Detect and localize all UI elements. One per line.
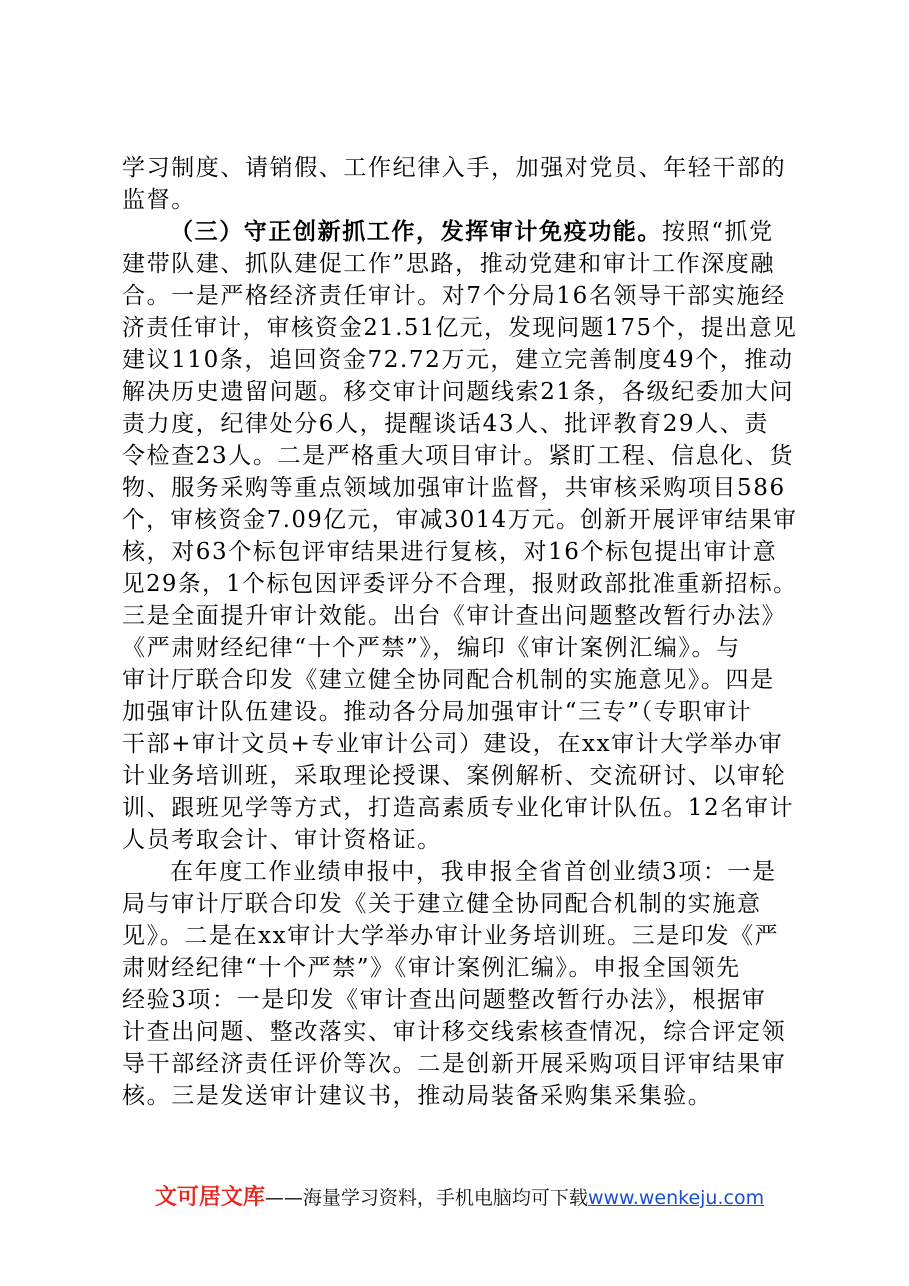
body-text-line: 见29条，1个标包因评委评分不合理，报财政部批准重新招标。 [122, 571, 798, 597]
body-text-line: 计业务培训班，采取理论授课、案例解析、交流研讨、以审轮 [122, 763, 787, 789]
body-text-line: 局与审计厅联合印发《关于建立健全协同配合机制的实施意 [122, 891, 762, 917]
body-text-line: 物、服务采购等重点领域加强审计监督，共审核采购项目586 [122, 475, 786, 501]
body-text-line: 加强审计队伍建设。推动各分局加强审计“三专”（专职审计 [122, 699, 753, 725]
body-text-line: 人员考取会计、审计资格证。 [122, 827, 442, 853]
body-text-line: 建议110条，追回资金72.72万元，建立完善制度49个，推动 [122, 347, 794, 373]
body-text-line: 见》。二是在xx审计大学举办审计业务培训班。三是印发《严 [122, 923, 780, 949]
body-text-line: 审计厅联合印发《建立健全协同配合机制的实施意见》。四是 [122, 667, 775, 693]
section-heading-line [170, 216, 797, 248]
body-text-line: 干部+审计文员+专业审计公司）建设，在xx审计大学举办审 [122, 731, 784, 757]
body-text-line: 经验3项：一是印发《审计查出问题整改暂行办法》，根据审 [122, 987, 767, 1013]
body-text-span: 按照“抓党 [662, 219, 774, 245]
body-text-line: 三是全面提升审计效能。出台《审计查出问题整改暂行办法》 [122, 603, 787, 629]
body-text-line: 责力度，纪律处分6人，提醒谈话43人、批评教育29人、责 [122, 411, 769, 437]
body-text-line: 济责任审计，审核资金21.51亿元，发现问题175个，提出意见 [122, 315, 798, 341]
footer-slogan: ——海量学习资料，手机电脑均可下载 [264, 1187, 588, 1209]
body-text-line: 训、跟班见学等方式，打造高素质专业化审计队伍。12名审计 [122, 795, 795, 821]
section-heading: （三）守正创新抓工作，发挥审计免疫功能。 [170, 218, 662, 245]
body-text-line: 监督。 [122, 187, 196, 213]
body-text-line: 《严肃财经纪律“十个严禁”》，编印《审计案例汇编》。与 [122, 635, 741, 661]
body-text-line: 个，审核资金7.09亿元，审减3014万元。创新开展评审结果审 [122, 507, 798, 533]
body-text-line: 学习制度、请销假、工作纪律入手，加强对党员、年轻干部的 [122, 155, 787, 181]
brand-name: 文可居文库 [154, 1185, 265, 1210]
body-text-line: 肃财经纪律“十个严禁”》《审计案例汇编》。申报全国领先 [122, 955, 741, 981]
body-text-line: 合。一是严格经济责任审计。对7个分局16名领导干部实施经 [122, 283, 786, 309]
paragraph-first-line: 在年度工作业绩申报中，我申报全省首创业绩3项：一是 [170, 859, 777, 885]
body-text-line: 核，对63个标包评审结果进行复核，对16个标包提出审计意 [122, 539, 778, 565]
body-text-line: 核。三是发送审计建议书，推动局装备采购集采集验。 [122, 1083, 713, 1109]
body-text-line: 导干部经济责任评价等次。二是创新开展采购项目评审结果审 [122, 1051, 787, 1077]
body-text-line: 令检查23人。二是严格重大项目审计。紧盯工程、信息化、货 [122, 443, 795, 469]
body-text-line: 计查出问题、整改落实、审计移交线索核查情况，综合评定领 [122, 1019, 787, 1045]
body-text-line: 解决历史遗留问题。移交审计问题线索21条，各级纪委加大问 [122, 379, 795, 405]
footer-banner [122, 1180, 797, 1211]
website-link[interactable]: www.wenkeju.com [587, 1187, 765, 1209]
body-text-line: 建带队建、抓队建促工作”思路，推动党建和审计工作深度融 [122, 251, 775, 277]
